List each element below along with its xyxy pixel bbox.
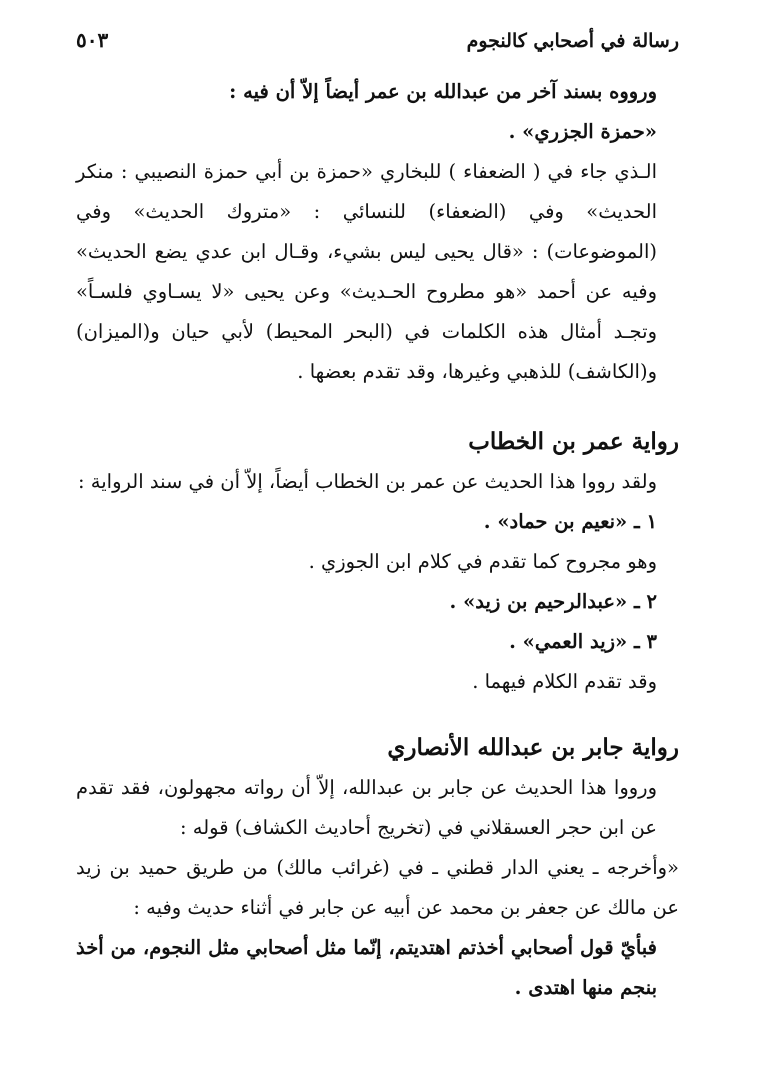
running-title: رسالة في أصحابي كالنجوم [466, 30, 679, 52]
heading-jabir: رواية جابر بن عبدالله الأنصاري [387, 734, 679, 761]
quote-dar-qutni: «وأخرجه ـ يعني الدار قطني ـ في (غرائب مالك) من طريق حميد بن زيد عن مالك عن جعفر بن محمد عن أبيه عن جابر في أثناء حديث وفيه : [76, 856, 679, 919]
paragraph-umar-chain: ولقد رووا هذا الحديث عن عمر بن الخطاب أيضاً، إلاّ أن في سند الرواية : [78, 470, 657, 493]
paragraph-weak-narrators: الـذي جاء في ( الضعفاء ) للبخاري «حمزة بن أبي حمزة النصيبي : منكر الحديث» وفي (الضعفاء) للنسائي : «متروك الحديث» وفي (الموضوعات) : «قال يحيى ليس بشيء، وقـال ابن عدي يضع الحديث» وفيه عن أحمد «هو مطروح الحـديث» وعن يحيى «لا يسـاوي فلسـاً» وتجـد أمثال هذه الكلمات في (البحر المحيط) لأبي حيان و(الميزان) و(الكاشف) للذهبي وغيرها، وقد تقدم بعضها . [76, 160, 657, 383]
quote-hadith-text: فبأيّ قول أصحابي أخذتم اهتديتم، إنّما مثل أصحابي مثل النجوم، من أخذ بنجم منها اهتدى . [76, 936, 657, 999]
list-item-narrator-1: ١ ـ «نعيم بن حماد» . [483, 510, 657, 533]
running-header [76, 28, 679, 72]
list-item-narrator-2: ٢ ـ «عبدالرحيم بن زيد» . [449, 590, 657, 613]
paragraph-jabir-chain: ورووا هذا الحديث عن جابر بن عبدالله، إلاّ أن رواته مجهولون، فقد تقدم عن ابن حجر العسقلاني في (تخريج أحاديث الكشاف) قوله : [76, 776, 657, 839]
note-narrators-discussed: وقد تقدم الكلام فيهما . [472, 670, 657, 693]
heading-umar: رواية عمر بن الخطاب [468, 428, 679, 455]
list-item-narrator-3: ٣ ـ «زيد العمي» . [509, 630, 657, 653]
paragraph-other-chain: ورووه بسند آخر من عبدالله بن عمر أيضاً إلاّ أن فيه : [229, 80, 657, 103]
narrator-hamza: «حمزة الجزري» . [508, 120, 657, 143]
page-number: ٥٠٣ [76, 28, 109, 52]
note-narrator-1: وهو مجروح كما تقدم في كلام ابن الجوزي . [308, 550, 657, 573]
